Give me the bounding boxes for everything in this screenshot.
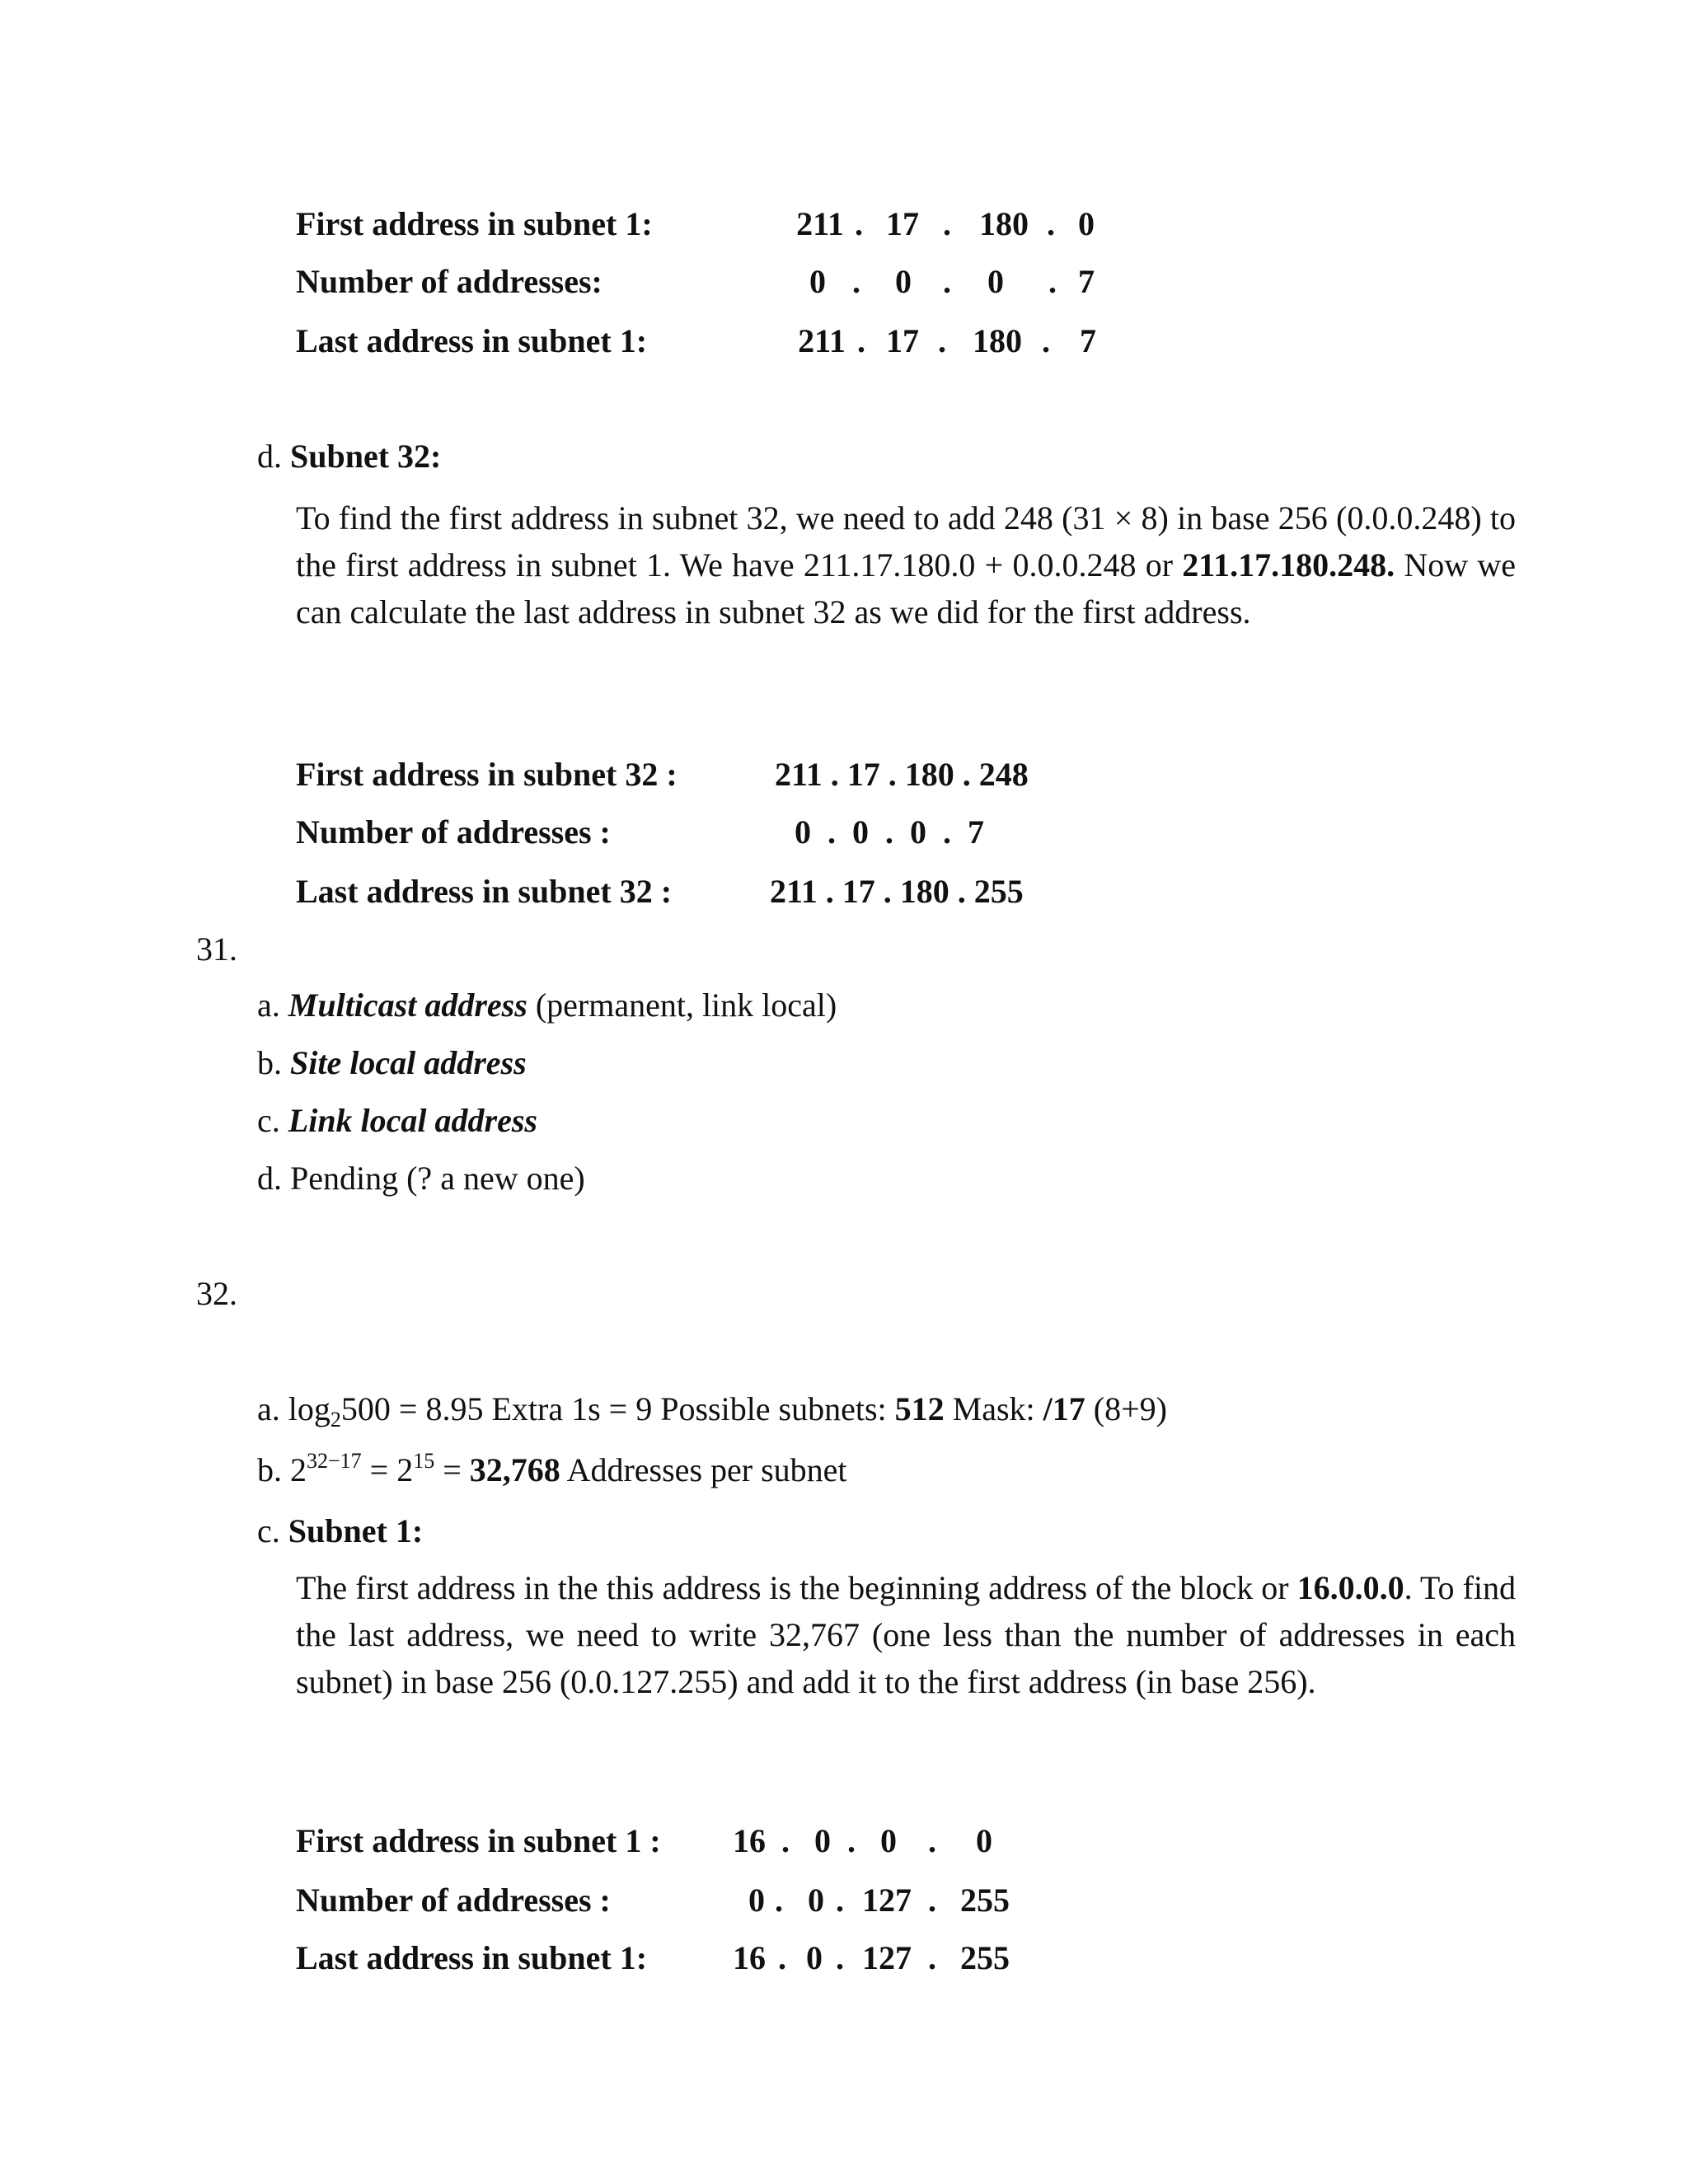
- octet: 16: [733, 1822, 766, 1859]
- list-marker: c.: [257, 1512, 280, 1549]
- octet: 180: [979, 205, 1029, 242]
- list-marker: d.: [257, 1160, 282, 1197]
- dot-separator: .: [836, 1882, 844, 1919]
- para-bold-address: 16.0.0.0: [1296, 1569, 1404, 1606]
- exponent: 15: [413, 1449, 435, 1473]
- address-value: 0 . 0 . 0 . 7: [795, 813, 984, 851]
- address-count: 32,768: [469, 1451, 560, 1488]
- dot-separator: .: [943, 205, 951, 242]
- log-text: log: [288, 1390, 331, 1427]
- times-symbol: ×: [1114, 499, 1133, 537]
- section-d-heading: [257, 437, 441, 476]
- table-row-label: Number of addresses :: [296, 813, 611, 851]
- octet: 0: [976, 1822, 992, 1859]
- item-text: =: [434, 1451, 470, 1488]
- octet: 0: [987, 263, 1004, 300]
- subnet1-paragraph: [296, 1564, 1516, 1705]
- address-value: 211 . 17 . 180 . 248: [775, 756, 1029, 793]
- octet: 180: [973, 322, 1022, 359]
- dot-separator: .: [943, 263, 951, 300]
- dot-separator: .: [836, 1939, 844, 1976]
- octet: 211: [798, 322, 846, 359]
- para-text: The first address in the this address is the beginning address of the block or: [296, 1569, 1297, 1606]
- list-marker: a.: [257, 987, 280, 1024]
- para-text: To find the first address in subnet 32, we need to add 248 (31: [296, 499, 1114, 537]
- list-marker: b.: [257, 1451, 282, 1488]
- octet: 17: [886, 322, 919, 359]
- octet: 0: [806, 1939, 823, 1976]
- mask-value: /17: [1043, 1390, 1085, 1427]
- table-row-label: First address in subnet 1:: [296, 205, 653, 242]
- list-marker: d.: [257, 438, 282, 475]
- dot-separator: .: [938, 322, 946, 359]
- dot-separator: .: [781, 1822, 790, 1859]
- octet: 0: [895, 263, 912, 300]
- octet: 0: [748, 1882, 765, 1919]
- log-base: 2: [330, 1408, 341, 1432]
- dot-separator: .: [855, 205, 863, 242]
- table-row-label: Number of addresses :: [296, 1882, 611, 1919]
- item-text: (permanent, link local): [527, 987, 837, 1024]
- octet: 0: [808, 1882, 824, 1919]
- table-row-label: Last address in subnet 32 :: [296, 873, 673, 910]
- octet: 16: [733, 1939, 766, 1976]
- list-item: [257, 1101, 537, 1141]
- para-text: 8) in base 256 (0.0.0.248) to the first address in subnet 1. We have 211.17.180.0 + 0.0.0.248 or: [296, 499, 1516, 583]
- subnet-heading: Subnet 1:: [288, 1512, 424, 1549]
- octet: 0: [809, 263, 826, 300]
- dot-separator: .: [928, 1822, 936, 1859]
- q32-item-a: [257, 1390, 1167, 1432]
- para-text: . To find the last address, we need to write 32,767 (one less than the number of addresses in each subnet) in base 256 (0.0.127.255) and add it to the first address (in base 256).: [296, 1569, 1516, 1700]
- list-item: [257, 1043, 527, 1083]
- table-row-label: Number of addresses:: [296, 263, 603, 300]
- dot-separator: .: [928, 1939, 936, 1976]
- dot-separator: .: [852, 263, 860, 300]
- address-type-term: Link local address: [288, 1102, 537, 1139]
- dot-separator: .: [1047, 205, 1055, 242]
- octet: 127: [862, 1882, 912, 1919]
- address-type-term: Site local address: [290, 1044, 527, 1081]
- table-row-label: Last address in subnet 1:: [296, 1939, 648, 1976]
- list-item: [257, 986, 837, 1025]
- dot-separator: .: [778, 1939, 786, 1976]
- item-text: Mask:: [944, 1390, 1043, 1427]
- octet: 17: [886, 205, 919, 242]
- item-text: 500 = 8.95 Extra 1s = 9 Possible subnets:: [340, 1390, 895, 1427]
- question-number: 32.: [196, 1275, 237, 1312]
- list-item: [257, 1159, 585, 1198]
- dot-separator: .: [928, 1882, 936, 1919]
- list-marker: b.: [257, 1044, 282, 1081]
- table-row-label: Last address in subnet 1:: [296, 322, 648, 359]
- dot-separator: .: [857, 322, 865, 359]
- para-text: Now we can calculate the last address in subnet 32 as we did for the first address.: [296, 546, 1516, 630]
- dot-separator: .: [775, 1882, 783, 1919]
- item-text: = 2: [361, 1451, 414, 1488]
- table-row-label: First address in subnet 1 :: [296, 1822, 661, 1859]
- dot-separator: .: [847, 1822, 856, 1859]
- exponent: 32−17: [307, 1449, 362, 1473]
- q32-item-c-heading: [257, 1511, 423, 1551]
- list-marker: c.: [257, 1102, 280, 1139]
- address-value: 211 . 17 . 180 . 255: [770, 873, 1024, 910]
- octet: 255: [960, 1882, 1010, 1919]
- octet: 0: [880, 1822, 897, 1859]
- octet: 255: [960, 1939, 1010, 1976]
- table-row-label: First address in subnet 32 :: [296, 756, 678, 793]
- item-text: Pending (? a new one): [290, 1160, 585, 1197]
- subnet-heading: Subnet 32:: [290, 438, 442, 475]
- octet: 7: [1078, 263, 1095, 300]
- item-text: Addresses per subnet: [560, 1451, 847, 1488]
- dot-separator: .: [1048, 263, 1057, 300]
- subnet-count: 512: [894, 1390, 945, 1427]
- subnet32-paragraph: [296, 494, 1516, 635]
- octet: 0: [814, 1822, 831, 1859]
- question-number: 31.: [196, 930, 237, 968]
- list-marker: a.: [257, 1390, 280, 1427]
- q32-item-b: [257, 1451, 847, 1490]
- dot-separator: .: [1042, 322, 1050, 359]
- octet: 0: [1078, 205, 1095, 242]
- octet: 127: [862, 1939, 912, 1976]
- octet: 7: [1080, 322, 1096, 359]
- power-base: 2: [290, 1451, 307, 1488]
- octet: 211: [796, 205, 844, 242]
- item-text: (8+9): [1085, 1390, 1167, 1427]
- address-type-term: Multicast address: [288, 987, 528, 1024]
- para-bold-address: 211.17.180.248.: [1182, 546, 1395, 583]
